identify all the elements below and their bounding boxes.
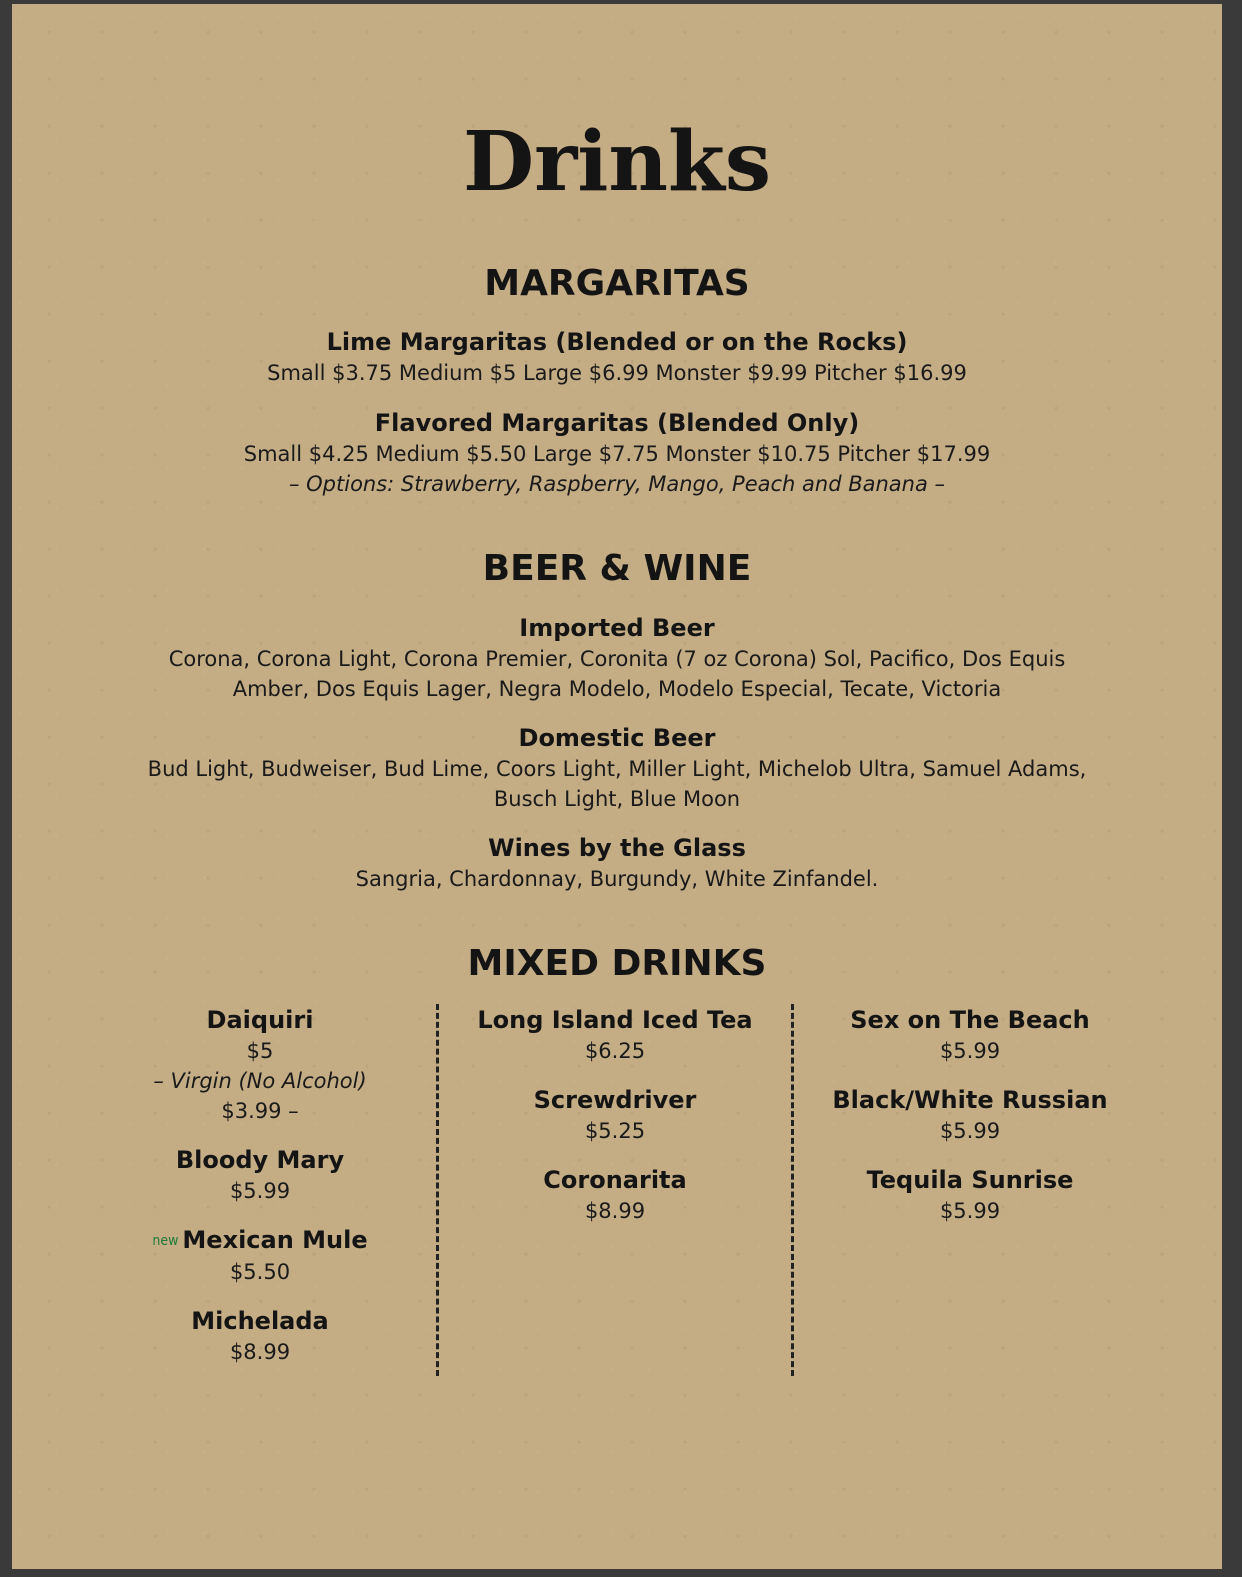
domestic-beer-list-line1: Bud Light, Budweiser, Bud Lime, Coors Light, Miller Light, Michelob Ultra, Samuel Adams, [147,757,1087,781]
mixed-drinks-column-1 [80,1004,440,1385]
sex-on-beach-name: Sex on The Beach [850,1006,1090,1034]
bloody-mary-name: Bloody Mary [175,1146,345,1174]
daiquiri-virgin: – Virgin (No Alcohol) [153,1069,367,1093]
sex-on-beach-entry [790,1004,1150,1066]
screwdriver-price: $5.25 [584,1119,646,1143]
tequila-sunrise-price: $5.99 [939,1199,1001,1223]
russian-entry [790,1084,1150,1146]
long-island-name: Long Island Iced Tea [477,1006,753,1034]
imported-beer-list-line1: Corona, Corona Light, Corona Premier, Coronita (7 oz Corona) Sol, Pacifico, Dos Equis [168,647,1066,671]
flavored-margaritas-prices: Small $4.25 Medium $5.50 Large $7.75 Monster $10.75 Pitcher $17.99 [243,442,991,466]
bloody-mary-entry [80,1144,440,1206]
imported-beer-list-line2: Amber, Dos Equis Lager, Negra Modelo, Modelo Especial, Tecate, Victoria [232,677,1002,701]
lime-margaritas-name: Lime Margaritas (Blended or on the Rocks) [326,328,908,356]
new-badge: new [152,1233,179,1249]
russian-name: Black/White Russian [832,1086,1108,1114]
mixed-drinks-column-2 [435,1004,795,1244]
margaritas-heading: MARGARITAS [484,263,750,304]
coronarita-name: Coronarita [543,1166,687,1194]
imported-beer-item [12,612,1222,704]
screwdriver-name: Screwdriver [533,1086,697,1114]
michelada-entry [80,1305,440,1367]
tequila-sunrise-entry [790,1164,1150,1226]
sex-on-beach-price: $5.99 [939,1039,1001,1063]
wines-name: Wines by the Glass [488,834,746,862]
daiquiri-name: Daiquiri [206,1006,314,1034]
domestic-beer-name: Domestic Beer [518,724,716,752]
wines-list: Sangria, Chardonnay, Burgundy, White Zinfandel. [355,867,879,891]
bloody-mary-price: $5.99 [229,1179,291,1203]
daiquiri-price: $5 [246,1039,274,1063]
coronarita-price: $8.99 [584,1199,646,1223]
imported-beer-name: Imported Beer [519,614,715,642]
mixed-drinks-heading: MIXED DRINKS [467,943,767,984]
russian-price: $5.99 [939,1119,1001,1143]
flavored-margaritas-name: Flavored Margaritas (Blended Only) [374,409,860,437]
daiquiri-virgin-price: $3.99 – [221,1099,299,1123]
michelada-name: Michelada [191,1307,329,1335]
domestic-beer-item [12,722,1222,814]
flavored-margaritas-options: – Options: Strawberry, Raspberry, Mango, Peach and Banana – [288,472,946,496]
lime-margaritas-item [12,326,1222,388]
long-island-price: $6.25 [584,1039,646,1063]
page-title: Drinks [462,114,772,210]
lime-margaritas-prices: Small $3.75 Medium $5 Large $6.99 Monster $9.99 Pitcher $16.99 [267,361,967,385]
screwdriver-entry [435,1084,795,1146]
flavored-margaritas-item [12,407,1222,499]
daiquiri-entry [80,1004,440,1126]
coronarita-entry [435,1164,795,1226]
domestic-beer-list-line2: Busch Light, Blue Moon [493,787,741,811]
mexican-mule-name: Mexican Mule [182,1226,368,1254]
michelada-price: $8.99 [229,1340,291,1364]
tequila-sunrise-name: Tequila Sunrise [866,1166,1074,1194]
mexican-mule-price: $5.50 [229,1260,291,1284]
mexican-mule-heading [80,1224,440,1257]
mexican-mule-entry [80,1224,440,1287]
wines-item [12,832,1222,894]
beer-wine-heading: BEER & WINE [482,548,752,589]
mixed-drinks-column-3 [790,1004,1150,1244]
long-island-entry [435,1004,795,1066]
menu-page [12,4,1222,1569]
